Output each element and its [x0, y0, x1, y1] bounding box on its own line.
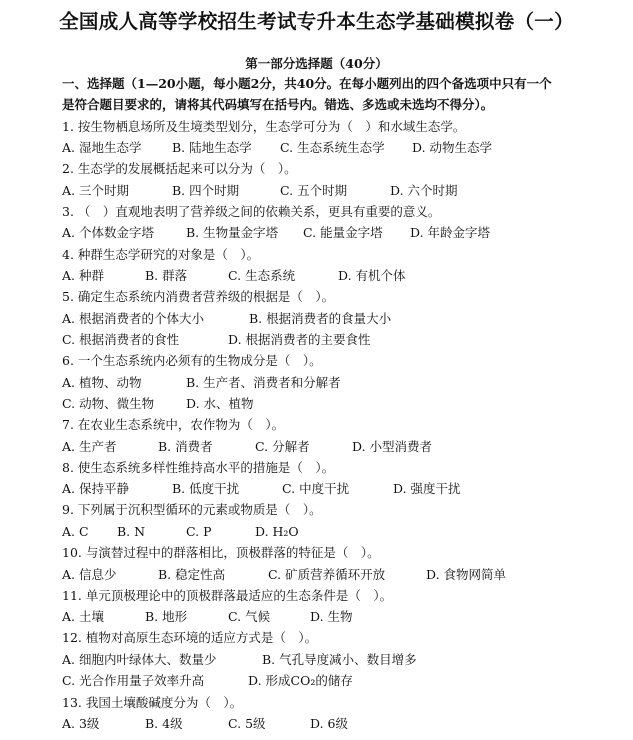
question-stem: 2. 生态学的发展概括起来可以分为（ ）。	[62, 161, 297, 176]
option: D. 6级	[310, 716, 348, 731]
option: B. 消费者	[158, 439, 213, 454]
option: D. 食物网简单	[426, 567, 507, 582]
option: C. 生态系统	[228, 268, 296, 283]
option: B. 群落	[145, 268, 188, 283]
option: A. 生产者	[62, 439, 117, 454]
exam-title: 全国成人高等学校招生考试专升本生态学基础模拟卷（一）	[59, 10, 574, 33]
option: C. 五个时期	[280, 183, 348, 198]
option: D. 形成CO₂的储存	[248, 673, 353, 688]
question-stem: 11. 单元顶极理论中的顶极群落最适应的生态条件是（ ）。	[62, 588, 393, 603]
option: D. 生物	[310, 609, 353, 624]
option: C. 矿质营养循环开放	[268, 567, 386, 582]
option: D. 年龄金字塔	[410, 225, 491, 240]
option: A. 根据消费者的个体大小	[62, 311, 204, 326]
option: A. 个体数金字塔	[62, 225, 154, 240]
option: D. 六个时期	[390, 183, 458, 198]
option: C. 气候	[228, 609, 271, 624]
option: D. 有机个体	[338, 268, 406, 283]
question-stem: 10. 与演替过程中的群落相比，顶极群落的特征是（ ）。	[62, 545, 380, 560]
option: D. 动物生态学	[412, 140, 493, 155]
option: D. 根据消费者的主要食性	[228, 332, 371, 347]
option: D. 水、植物	[186, 396, 254, 411]
instructions-line-1: 一、选择题（1—20小题，每小题2分，共40分。在每小题列出的四个备选项中只有一个	[62, 76, 552, 91]
option: B. 气孔导度减小、数目增多	[262, 652, 417, 667]
option: B. 生产者、消费者和分解者	[186, 375, 341, 390]
option: B. 地形	[145, 609, 188, 624]
option: D. 小型消费者	[352, 439, 433, 454]
option: B. 低度干扰	[172, 481, 240, 496]
option: A. 细胞内叶绿体大、数量少	[62, 652, 217, 667]
question-stem: 4. 种群生态学研究的对象是（ ）。	[62, 247, 260, 262]
option: D. H₂O	[255, 524, 299, 539]
option: A. C	[62, 524, 89, 539]
option: B. 生物量金字塔	[186, 225, 279, 240]
option: A. 种群	[62, 268, 104, 283]
option: B. 根据消费者的食量大小	[249, 311, 392, 326]
option: B. 稳定性高	[158, 567, 226, 582]
option: B. 陆地生态学	[172, 140, 252, 155]
instructions-line-2: 是符合题目要求的，请将其代码填写在括号内。错选、多选或未选均不得分）。	[62, 97, 494, 112]
question-stem: 6. 一个生态系统内必须有的生物成分是（ ）。	[62, 353, 322, 368]
option: C. 中度干扰	[282, 481, 350, 496]
option: A. 土壤	[62, 609, 104, 624]
option: B. 4级	[145, 716, 183, 731]
option: A. 湿地生态学	[62, 140, 142, 155]
option: C. 5级	[228, 716, 266, 731]
question-stem: 7. 在农业生态系统中，农作物为（ ）。	[62, 417, 285, 432]
question-stem: 13. 我国土壤酸碱度分为（ ）。	[62, 695, 243, 710]
option: C. 分解者	[255, 439, 310, 454]
option: D. 强度干扰	[393, 481, 461, 496]
option: A. 三个时期	[62, 183, 129, 198]
option: B. 四个时期	[172, 183, 240, 198]
option: A. 植物、动物	[62, 375, 142, 390]
question-stem: 12. 植物对高原生态环境的适应方式是（ ）。	[62, 630, 318, 645]
part-heading: 第一部分选择题（40分）	[245, 56, 388, 71]
option: C. 生态系统生态学	[280, 140, 385, 155]
question-stem: 8. 使生态系统多样性维持高水平的措施是（ ）。	[62, 460, 335, 475]
question-stem: 1. 按生物栖息场所及生境类型划分，生态学可分为（ ）和水域生态学。	[62, 119, 466, 134]
option: B. N	[117, 524, 146, 539]
question-stem: 5. 确定生态系统内消费者营养级的根据是（ ）。	[62, 289, 335, 304]
option: C. 能量金字塔	[303, 225, 383, 240]
option: C. 光合作用量子效率升高	[62, 673, 205, 688]
question-stem: 9. 下列属于沉积型循环的元素或物质是（ ）。	[62, 502, 322, 517]
option: C. P	[186, 524, 212, 539]
question-stem: 3. （ ）直观地表明了营养级之间的依赖关系，更具有重要的意义。	[62, 204, 441, 219]
option: A. 保持平静	[62, 481, 129, 496]
option: A. 3级	[62, 716, 100, 731]
option: C. 根据消费者的食性	[62, 332, 180, 347]
option: A. 信息少	[62, 567, 117, 582]
option: C. 动物、微生物	[62, 396, 155, 411]
